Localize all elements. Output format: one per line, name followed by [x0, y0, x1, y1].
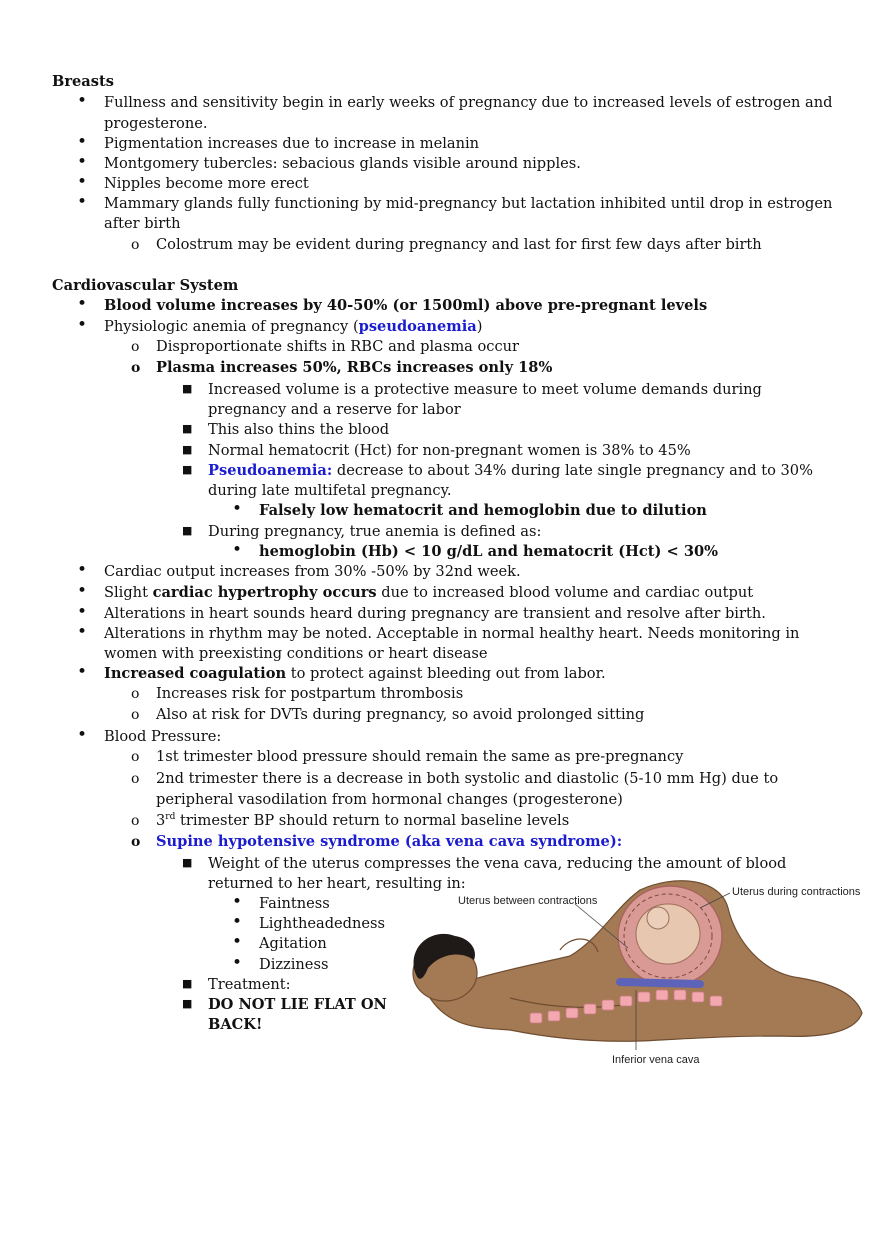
- square-bullet: ■: [182, 856, 193, 869]
- vena-cava-figure: [400, 878, 870, 1078]
- uterus-weight-cont: returned to her heart, resulting in:: [208, 875, 466, 892]
- bullet: •: [77, 662, 88, 682]
- circle-bullet: o: [131, 834, 141, 850]
- pseudoanemia-term: pseudoanemia: [358, 318, 477, 335]
- third-trimester-text: trimester BP should return to normal baseline levels: [175, 812, 570, 829]
- protective-measure: Increased volume is a protective measure to meet volume demands during: [208, 381, 762, 398]
- rhythm-alterations-cont: women with preexisting conditions or heart disease: [104, 645, 488, 662]
- bullet: •: [77, 560, 88, 580]
- bullet: •: [77, 581, 88, 601]
- bullet: •: [77, 725, 88, 745]
- blood-pressure: Blood Pressure:: [104, 728, 222, 745]
- blood-volume: Blood volume increases by 40-50% (or 1500ml) above pre-pregnant levels: [104, 297, 708, 314]
- falsely-low: Falsely low hematocrit and hemoglobin due to dilution: [259, 502, 707, 519]
- true-anemia: During pregnancy, true anemia is defined as:: [208, 523, 542, 540]
- square-bullet: ■: [182, 997, 193, 1010]
- figure-illustration: [400, 878, 870, 1078]
- circle-bullet: o: [131, 771, 140, 787]
- pseudoanemia-text: decrease to about 34% during late single pregnancy and to 30%: [332, 462, 813, 479]
- thrombosis-risk: Increases risk for postpartum thrombosis: [156, 685, 464, 702]
- square-bullet: ■: [182, 382, 193, 395]
- square-bullet: ■: [182, 422, 193, 435]
- breasts-montgomery: Montgomery tubercles: sebacious glands visible around nipples.: [104, 155, 581, 172]
- bullet: •: [232, 932, 243, 952]
- square-bullet: ■: [182, 463, 193, 476]
- inferior-vena-cava: [620, 982, 700, 984]
- bp-third-trimester: [156, 811, 569, 831]
- thins-blood: This also thins the blood: [208, 421, 390, 438]
- breasts-pigmentation: Pigmentation increases due to increase in melanin: [104, 135, 480, 152]
- bullet: •: [77, 294, 88, 314]
- bullet: •: [77, 91, 88, 111]
- circle-bullet: o: [131, 813, 140, 829]
- circle-bullet: o: [131, 360, 141, 376]
- bullet: •: [77, 172, 88, 192]
- circle-bullet: o: [131, 686, 140, 702]
- rhythm-alterations: Alterations in rhythm may be noted. Acceptable in normal healthy heart. Needs monitoring in: [104, 625, 800, 642]
- trimester-number: 3: [156, 812, 166, 829]
- label-vena-cava: Inferior vena cava: [612, 1054, 700, 1066]
- cardiac-output: Cardiac output increases from 30% -50% by 32nd week.: [104, 563, 521, 580]
- breasts-mammary-cont: after birth: [104, 215, 181, 232]
- bullet: •: [232, 499, 243, 519]
- physiologic-anemia: [104, 317, 482, 337]
- disproportionate-shifts: Disproportionate shifts in RBC and plasma occur: [156, 338, 520, 355]
- circle-bullet: o: [131, 749, 140, 765]
- breasts-fullness-cont: progesterone.: [104, 115, 208, 132]
- bullet: •: [77, 152, 88, 172]
- increased-coagulation: [104, 664, 606, 684]
- bullet: •: [232, 540, 243, 560]
- pseudoanemia-definition: [208, 461, 813, 481]
- treatment: Treatment:: [208, 976, 291, 993]
- fetus-head: [647, 907, 669, 929]
- breasts-heading: Breasts: [52, 73, 114, 90]
- true-anemia-definition: hemoglobin (Hb) < 10 g/dL and hematocrit (Hct) < 30%: [259, 543, 719, 560]
- circle-bullet: o: [131, 707, 140, 723]
- dvt-risk: Also at risk for DVTs during pregnancy, so avoid prolonged sitting: [156, 706, 645, 723]
- heart-sounds: Alterations in heart sounds heard during pregnancy are transient and resolve after birth.: [104, 605, 766, 622]
- anemia-close: ): [476, 318, 483, 335]
- bullet: •: [77, 132, 88, 152]
- bullet: •: [232, 953, 243, 973]
- circle-bullet: o: [131, 339, 140, 355]
- plasma-increase: Plasma increases 50%, RBCs increases only 18%: [156, 359, 553, 376]
- bullet: •: [232, 912, 243, 932]
- breasts-mammary: Mammary glands fully functioning by mid-pregnancy but lactation inhibited until drop in estrogen: [104, 195, 833, 212]
- coagulation-term: Increased coagulation: [104, 665, 287, 682]
- square-bullet: ■: [182, 524, 193, 537]
- pseudoanemia-label: Pseudoanemia:: [208, 462, 333, 479]
- cardiac-hypertrophy: [104, 583, 753, 603]
- bullet: •: [77, 622, 88, 642]
- hypertrophy-pre: Slight: [104, 584, 153, 601]
- cardio-heading: Cardiovascular System: [52, 277, 239, 294]
- bullet: •: [77, 602, 88, 622]
- hypertrophy-term: cardiac hypertrophy occurs: [152, 584, 377, 601]
- breasts-nipples: Nipples become more erect: [104, 175, 309, 192]
- supine-hypotensive-syndrome: Supine hypotensive syndrome (aka vena cava syndrome):: [156, 833, 623, 850]
- square-bullet: ■: [182, 977, 193, 990]
- label-uterus-between: Uterus between contractions: [458, 895, 598, 907]
- square-bullet: ■: [182, 443, 193, 456]
- breasts-colostrum: Colostrum may be evident during pregnancy and last for first few days after birth: [156, 236, 762, 253]
- pseudoanemia-definition-cont: during late multifetal pregnancy.: [208, 482, 452, 499]
- label-uterus-during: Uterus during contractions: [732, 886, 861, 898]
- breasts-fullness: Fullness and sensitivity begin in early weeks of pregnancy due to increased levels of estrogen and: [104, 94, 833, 111]
- ordinal-suffix: rd: [165, 812, 176, 822]
- coagulation-text: to protect against bleeding out from labor.: [286, 665, 606, 682]
- uterus-weight: Weight of the uterus compresses the vena cava, reducing the amount of blood: [208, 855, 787, 872]
- symptom-item: Agitation: [259, 935, 327, 952]
- hypertrophy-post: due to increased blood volume and cardiac output: [376, 584, 754, 601]
- anemia-text: Physiologic anemia of pregnancy (: [104, 318, 359, 335]
- symptom-item: Faintness: [259, 895, 330, 912]
- symptom-item: Dizziness: [259, 956, 329, 973]
- normal-hematocrit: Normal hematocrit (Hct) for non-pregnant women is 38% to 45%: [208, 442, 691, 459]
- circle-bullet: o: [131, 237, 140, 253]
- do-not-lie-flat: DO NOT LIE FLAT ON: [208, 996, 387, 1013]
- do-not-lie-flat-cont: BACK!: [208, 1016, 263, 1033]
- protective-measure-cont: pregnancy and a reserve for labor: [208, 401, 461, 418]
- bullet: •: [232, 892, 243, 912]
- symptom-item: Lightheadedness: [259, 915, 386, 932]
- bp-first-trimester: 1st trimester blood pressure should remain the same as pre-pregnancy: [156, 748, 684, 765]
- bullet: •: [77, 315, 88, 335]
- bp-second-trimester-cont: peripheral vasodilation from hormonal changes (progesterone): [156, 791, 623, 808]
- bp-second-trimester: 2nd trimester there is a decrease in both systolic and diastolic (5-10 mm Hg) due to: [156, 770, 779, 787]
- bullet: •: [77, 192, 88, 212]
